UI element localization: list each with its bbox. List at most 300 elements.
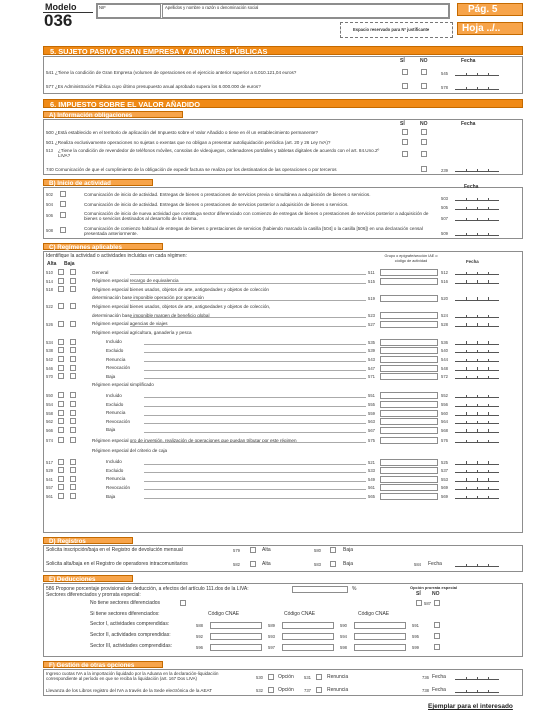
- b-509-code: 509: [441, 231, 448, 236]
- c-baja-check[interactable]: [70, 484, 76, 490]
- c-grupo-input[interactable]: [380, 295, 438, 302]
- c-date-input[interactable]: [455, 467, 499, 473]
- c-row-leader: [144, 489, 366, 490]
- d-582: 582: [233, 562, 240, 567]
- e-cnae-3: Código CNAE: [358, 611, 390, 617]
- nif-label: NIF: [99, 5, 106, 10]
- e-sector-check[interactable]: [434, 644, 440, 650]
- c-simp-title: Régimen especial simplificado: [92, 381, 154, 387]
- c-date-input[interactable]: [455, 427, 499, 433]
- c-alta-check[interactable]: [58, 437, 64, 443]
- c-right-code: 528: [441, 321, 448, 327]
- c-date-input[interactable]: [455, 356, 499, 362]
- c-grupo-input[interactable]: [380, 467, 438, 474]
- c-row-label: Régimen especial agencias de viajes: [92, 321, 168, 327]
- d-row-1: Solicita inscripción/baja en el Registro de devolución mensual: [46, 547, 183, 553]
- c-mid-code: 533: [368, 468, 375, 474]
- c-baja-check[interactable]: [70, 278, 76, 284]
- f-737: 737: [304, 688, 311, 693]
- c-row-leader: [130, 317, 366, 318]
- a-740-check[interactable]: [421, 166, 427, 172]
- c-baja-check[interactable]: [70, 321, 76, 327]
- e-sector-label: Sector II, actividades comprendidas:: [90, 632, 171, 638]
- c-left-code: 514: [46, 278, 53, 284]
- c-baja-check[interactable]: [70, 476, 76, 482]
- sub-c-bar: [43, 243, 163, 250]
- b-503-date[interactable]: [455, 195, 499, 201]
- c-grupo-input[interactable]: [380, 321, 438, 328]
- c-alta-check[interactable]: [58, 476, 64, 482]
- d-baja-1: Baja: [343, 547, 354, 553]
- c-right-code: 564: [441, 419, 448, 425]
- c-mid-code: 549: [368, 476, 375, 482]
- c-baja-check[interactable]: [70, 493, 76, 499]
- c-row-label: Régimen especial bienes usados, objetos de arte, antigüedades y objetos de colección: [92, 286, 269, 292]
- c-row-leader: [144, 481, 366, 482]
- c-baja-check[interactable]: [70, 427, 76, 433]
- c-alta-check[interactable]: [58, 418, 64, 424]
- c-baja-check[interactable]: [70, 373, 76, 379]
- c-date-input[interactable]: [455, 365, 499, 371]
- c-grupo-input[interactable]: [380, 347, 438, 354]
- c-date-input[interactable]: [455, 347, 499, 353]
- e-cnae-input-1[interactable]: [210, 644, 262, 651]
- c-grupo-input[interactable]: [380, 418, 438, 425]
- c-alta-check[interactable]: [58, 373, 64, 379]
- d-584-date[interactable]: [455, 561, 499, 567]
- c-right-code: 516: [441, 278, 448, 284]
- c-grupo: Grupo o epígrafe/sección IAE o código de actividad: [384, 254, 438, 263]
- c-date-input[interactable]: [455, 373, 499, 379]
- c-mid-code: 543: [368, 357, 375, 362]
- c-date-input[interactable]: [455, 269, 499, 275]
- c-row-leader: [144, 423, 366, 424]
- e-cnae-input-2[interactable]: [282, 644, 334, 651]
- nif-field[interactable]: [97, 4, 161, 18]
- b-row-508: Comunicación de comienzo habitual de entregas de bienes o prestaciones de servicios (habiendo marcado la casilla [504] o la casilla [506]) en una declaración censal presentada anteriormente.: [84, 226, 423, 237]
- c-mid-code: 571: [368, 374, 375, 380]
- c-grupo-input[interactable]: [380, 339, 438, 346]
- c-alta-check[interactable]: [58, 278, 64, 284]
- c-alta-check[interactable]: [58, 410, 64, 416]
- c-mid-code: 575: [368, 438, 375, 444]
- b-502-check[interactable]: [60, 191, 66, 197]
- s5-r2-date[interactable]: [455, 84, 499, 90]
- col-si-a: SÍ: [400, 121, 405, 127]
- c-mid-code: 563: [368, 419, 375, 425]
- e-cnae-input-3[interactable]: [354, 633, 406, 640]
- c-row-label: Revocación: [106, 365, 131, 371]
- c-row-label: Incluido: [106, 339, 122, 345]
- a-513-si[interactable]: [402, 151, 408, 157]
- f-530-check[interactable]: [268, 674, 274, 680]
- c-caja-title: Régimen especial del criterio de caja: [92, 448, 168, 453]
- f-530: 530: [256, 675, 263, 680]
- c-mid-code: 551: [368, 393, 375, 399]
- c-left-code: 518: [46, 287, 53, 293]
- s5-r1-si[interactable]: [402, 69, 408, 75]
- d-584: 584: [414, 562, 421, 567]
- c-grupo-input[interactable]: [380, 373, 438, 380]
- c-grupo-input[interactable]: [380, 401, 438, 408]
- e-cnae-input-1[interactable]: [210, 622, 262, 629]
- f-531-check[interactable]: [316, 674, 322, 680]
- c-right-code: 520: [441, 295, 448, 301]
- s5-r1-date[interactable]: [455, 70, 499, 76]
- c-left-code: 558: [46, 410, 53, 416]
- d-583-check[interactable]: [330, 561, 336, 567]
- modelo-label: Modelo: [45, 2, 77, 12]
- e-sector-label: Sector III, actividades comprendidas:: [90, 643, 172, 649]
- d-row-2: Solicita alta/baja en el Registro de operadores intracomunitarios: [46, 561, 188, 567]
- s5-r2-no[interactable]: [421, 83, 427, 89]
- f-row-1: Ingreso cuotas IVA a la importación liquidado por la Aduana en la declaración-liquidación correspondiente al período en que se reciba la liquidación (art. 167 Dos LIVA): [46, 671, 219, 681]
- a-500-si[interactable]: [402, 129, 408, 135]
- e-code-c: 590: [340, 623, 347, 628]
- f-532-check[interactable]: [268, 687, 274, 693]
- c-row-label: Incluido: [106, 392, 122, 398]
- c-row-label: Renuncia: [106, 356, 126, 362]
- b-row-504: Comunicación de inicio de actividad. Entregas de bienes o prestaciones de servicios posterior a adquisición de bienes o servicios.: [84, 202, 349, 207]
- c-row-leader: [130, 300, 366, 301]
- c-grupo-input[interactable]: [380, 410, 438, 417]
- s5-r1-no[interactable]: [421, 69, 427, 75]
- c-right-code: 572: [441, 374, 448, 380]
- c-grupo-input[interactable]: [380, 356, 438, 363]
- c-grupo-input[interactable]: [380, 269, 438, 276]
- c-alta-check[interactable]: [58, 339, 64, 345]
- e-no: NO: [432, 591, 440, 597]
- sub-a-title: A) Información obligaciones: [49, 112, 133, 119]
- e-code-a: 596: [196, 645, 203, 650]
- f-row-2: Llevanza de los Libros registro del IVA a través de la Sede electrónica de la AEAT: [46, 688, 213, 693]
- col-fecha-c: Fecha: [466, 259, 479, 264]
- modelo-number: 036: [44, 11, 73, 30]
- c-mid-code: 561: [368, 485, 375, 491]
- c-row-label: Renuncia: [106, 410, 126, 416]
- c-alta-check[interactable]: [58, 303, 64, 309]
- d-alta-2: Alta: [262, 561, 271, 567]
- c-row-label: Incluido: [106, 459, 122, 465]
- c-date-input[interactable]: [455, 484, 499, 490]
- e-code-d: 595: [412, 634, 419, 639]
- c-row-leader: [144, 432, 366, 433]
- a-row-500: 500 ¿Está establecido en el territorio de aplicación del Impuesto sobre el Valor Añadido o tiene en él un establecimiento permanente?: [46, 130, 318, 135]
- e-code-a: 588: [196, 623, 203, 628]
- c-alta-check[interactable]: [58, 321, 64, 327]
- c-alta-check[interactable]: [58, 347, 64, 353]
- e-587: 587: [424, 601, 431, 606]
- c-date-input[interactable]: [455, 295, 499, 301]
- c-row-leader: [130, 283, 366, 284]
- c-right-code: 548: [441, 365, 448, 371]
- c-right-code: 536: [441, 339, 448, 345]
- e-cnae-input-2[interactable]: [282, 633, 334, 640]
- sheet-label: Hoja ../..: [462, 23, 501, 34]
- c-baja-check[interactable]: [70, 410, 76, 416]
- s5-r2-si[interactable]: [402, 83, 408, 89]
- header-line: [43, 12, 93, 13]
- b-507-date[interactable]: [455, 215, 499, 221]
- c-date-input[interactable]: [455, 401, 499, 407]
- c-right-code: 553: [441, 476, 448, 482]
- c-right-code: 524: [441, 313, 448, 318]
- c-grupo-input[interactable]: [380, 392, 438, 399]
- c-alta-check[interactable]: [58, 484, 64, 490]
- e-sector-check[interactable]: [434, 633, 440, 639]
- e-si: SÍ: [416, 591, 421, 597]
- sub-f-title: F) Gestión de otras opciones: [49, 662, 135, 669]
- section-5-title: 5. SUJETO PASIVO GRAN EMPRESA Y ADMONES. PÚBLICAS: [50, 47, 268, 56]
- c-left-code: 574: [46, 438, 53, 444]
- c-row-label: General: [92, 269, 109, 275]
- c-row-leader: [144, 370, 366, 371]
- c-baja-check[interactable]: [70, 459, 76, 465]
- section-6-title: 6. IMPUESTO SOBRE EL VALOR AÑADIDO: [50, 100, 201, 109]
- c-grupo-input[interactable]: [380, 365, 438, 372]
- c-alta-check[interactable]: [58, 365, 64, 371]
- c-date-input[interactable]: [455, 392, 499, 398]
- e-code-b: 589: [268, 623, 275, 628]
- s5-r1-code: 545: [441, 71, 448, 76]
- c-row-leader: [144, 406, 366, 407]
- a-501-no[interactable]: [421, 139, 427, 145]
- sub-e-title: E) Deducciones: [49, 576, 96, 583]
- c-mid-code: 547: [368, 365, 375, 371]
- c-alta-check[interactable]: [58, 356, 64, 362]
- a-500-no[interactable]: [421, 129, 427, 135]
- f-736-date[interactable]: [455, 674, 499, 680]
- c-row-label: Revocación: [106, 418, 131, 424]
- a-513-code: 513: [46, 148, 53, 153]
- reserved-label: Espacio reservado para Nº justificante: [353, 27, 430, 32]
- f-fecha-2: Fecha: [432, 687, 446, 693]
- section-5-bar: [43, 46, 523, 55]
- e-cnae-input-3[interactable]: [354, 644, 406, 651]
- c-grupo-input[interactable]: [380, 437, 438, 444]
- c-row-leader: [130, 274, 366, 275]
- e-cnae-1: Código CNAE: [208, 611, 240, 617]
- e-586-input[interactable]: [292, 586, 348, 593]
- sub-b-bar: [43, 179, 153, 186]
- e-line-2: Sectores diferenciados y prorrata especial:: [46, 592, 141, 598]
- sub-b-title: B) Inicio de actividad: [49, 180, 111, 187]
- e-code-d: 591: [412, 623, 419, 628]
- c-mid-code: 555: [368, 402, 375, 407]
- c-grupo-input[interactable]: [380, 476, 438, 483]
- e-cnae-input-1[interactable]: [210, 633, 262, 640]
- b-row-502: Comunicación de inicio de actividad. Entregas de bienes o prestaciones de servicios previa o simultánea a adquisición de bienes o servicios.: [84, 192, 371, 197]
- d-583: 583: [314, 562, 321, 567]
- c-row-leader: [144, 464, 366, 465]
- d-579-check[interactable]: [250, 547, 256, 553]
- c-mid-code: 559: [368, 410, 375, 416]
- f-737-check[interactable]: [316, 687, 322, 693]
- c-baja-check[interactable]: [70, 339, 76, 345]
- f-738: 738: [422, 688, 429, 693]
- c-intro: Identifique la actividad o actividades incluidas en cada régimen:: [46, 253, 187, 259]
- c-row-leader: [130, 442, 366, 443]
- e-code-a: 592: [196, 634, 203, 639]
- b-505-date[interactable]: [455, 204, 499, 210]
- b-509-date[interactable]: [455, 230, 499, 236]
- c-date-input[interactable]: [455, 476, 499, 482]
- c-right-code: 556: [441, 402, 448, 407]
- d-582-check[interactable]: [250, 561, 256, 567]
- c-grupo-input[interactable]: [380, 459, 438, 466]
- c-left-code: 557: [46, 485, 53, 491]
- f-736: 736: [422, 675, 429, 680]
- c-date-input[interactable]: [455, 437, 499, 443]
- c-mid-code: 527: [368, 321, 375, 327]
- col-si-s5: SÍ: [400, 58, 405, 64]
- a-740-date[interactable]: [455, 166, 499, 172]
- c-date-input[interactable]: [455, 418, 499, 424]
- e-587-no[interactable]: [434, 600, 440, 606]
- c-right-code: 540: [441, 348, 448, 354]
- c-grupo-input[interactable]: [380, 312, 438, 319]
- c-baja-check[interactable]: [70, 356, 76, 362]
- c-row-leader: [144, 361, 366, 362]
- c-mid-code: 511: [368, 270, 375, 275]
- c-date-input[interactable]: [455, 410, 499, 416]
- d-580: 580: [314, 548, 321, 553]
- e-587-si[interactable]: [416, 600, 422, 606]
- c-row-label: Excluido: [106, 347, 124, 353]
- c-row-leader: [144, 415, 366, 416]
- c-baja-check[interactable]: [70, 365, 76, 371]
- c-date-input[interactable]: [455, 339, 499, 345]
- c-right-code: 568: [441, 427, 448, 433]
- c-baja-check[interactable]: [70, 437, 76, 443]
- c-right-code: 569: [441, 494, 448, 499]
- e-sector-check[interactable]: [434, 622, 440, 628]
- c-alta-check[interactable]: [58, 401, 64, 407]
- e-opcion: Opción prorrata especial: [410, 585, 458, 590]
- c-right-code: 512: [441, 270, 448, 275]
- c-left-code: 561: [46, 494, 53, 499]
- e-cnae-input-2[interactable]: [282, 622, 334, 629]
- c-alta-check[interactable]: [58, 467, 64, 473]
- c-grupo-input[interactable]: [380, 427, 438, 434]
- f-op-1: Opción: [278, 674, 294, 680]
- c-alta-check[interactable]: [58, 269, 64, 275]
- c-alta-check[interactable]: [58, 459, 64, 465]
- e-si-tiene: Si tiene sectores diferenciados:: [90, 611, 160, 617]
- col-no-s5: NO: [420, 58, 428, 64]
- c-mid-code: 539: [368, 348, 375, 354]
- b-508-check[interactable]: [60, 227, 66, 233]
- c-baja-check[interactable]: [70, 286, 76, 292]
- c-row-label: Baja: [106, 427, 116, 433]
- c-baja: Baja: [64, 261, 75, 267]
- c-grupo-input[interactable]: [380, 484, 438, 491]
- e-code-d: 599: [412, 645, 419, 650]
- c-mid-code: 567: [368, 427, 375, 433]
- e-line-1: 586 Propone porcentaje provisional de deducción, a efectos del artículo 111.dos de la LIVA:: [46, 586, 249, 592]
- c-alta-check[interactable]: [58, 392, 64, 398]
- c-right-code: 537: [441, 468, 448, 474]
- c-baja-check[interactable]: [70, 303, 76, 309]
- c-baja-check[interactable]: [70, 392, 76, 398]
- e-cnae-2: Código CNAE: [284, 611, 316, 617]
- b-503-code: 503: [441, 196, 448, 201]
- e-cnae-input-3[interactable]: [354, 622, 406, 629]
- c-left-code: 546: [46, 365, 53, 371]
- sub-d-title: D) Registros: [49, 538, 86, 545]
- c-date-input[interactable]: [455, 278, 499, 284]
- c-baja-check[interactable]: [70, 467, 76, 473]
- d-580-check[interactable]: [330, 547, 336, 553]
- s5-row-2: 577 ¿Es Administración Pública cuyo último presupuesto anual aprobado supera los 6.000.000 de euros?: [46, 84, 261, 89]
- c-row-label: Baja: [106, 373, 116, 379]
- c-row-label: determinación base imponible margen de beneficio global: [92, 312, 210, 318]
- c-grupo-input[interactable]: [380, 278, 438, 285]
- c-baja-check[interactable]: [70, 418, 76, 424]
- b-506-check[interactable]: [60, 212, 66, 218]
- footer-copy: Ejemplar para el interesado: [428, 703, 513, 710]
- c-left-code: 554: [46, 402, 53, 407]
- s5-r2-code: 578: [441, 85, 448, 90]
- b-505-code: 505: [441, 205, 448, 210]
- f-738-date[interactable]: [455, 687, 499, 693]
- c-row-leader: [144, 472, 366, 473]
- c-alta-check[interactable]: [58, 286, 64, 292]
- c-mid-code: 535: [368, 339, 375, 345]
- b-502-code: 502: [46, 192, 53, 197]
- col-fecha-s5: Fecha: [461, 58, 476, 64]
- b-508-code: 508: [46, 228, 53, 233]
- c-right-code: 552: [441, 393, 448, 399]
- s5-row-1: 541 ¿Tiene la condición de Gran Empresa (volumen de operaciones en el ejercicio anterior superior a 6.010.121,04 euros?: [46, 70, 297, 75]
- c-grupo-input[interactable]: [380, 493, 438, 500]
- b-504-check[interactable]: [60, 201, 66, 207]
- e-none-check[interactable]: [180, 600, 186, 606]
- c-date-input[interactable]: [455, 312, 499, 318]
- c-alta-check[interactable]: [58, 493, 64, 499]
- sub-f-bar: [43, 661, 163, 668]
- e-code-c: 594: [340, 634, 347, 639]
- c-right-code: 544: [441, 357, 448, 362]
- c-left-code: 510: [46, 270, 53, 275]
- c-baja-check[interactable]: [70, 269, 76, 275]
- a-513-no[interactable]: [421, 151, 427, 157]
- c-left-code: 529: [46, 468, 53, 474]
- d-fecha: Fecha: [428, 561, 442, 567]
- a-501-si[interactable]: [402, 139, 408, 145]
- c-row-leader: [130, 326, 366, 327]
- page-label: Pág. 5: [468, 4, 498, 15]
- c-date-input[interactable]: [455, 459, 499, 465]
- c-alta-check[interactable]: [58, 427, 64, 433]
- sub-a-bar: [43, 111, 183, 118]
- d-579: 579: [233, 548, 240, 553]
- e-code-b: 597: [268, 645, 275, 650]
- c-date-input[interactable]: [455, 321, 499, 327]
- c-date-input[interactable]: [455, 493, 499, 499]
- c-left-code: 522: [46, 304, 53, 310]
- c-baja-check[interactable]: [70, 347, 76, 353]
- sub-e-bar: [43, 575, 133, 582]
- c-baja-check[interactable]: [70, 401, 76, 407]
- c-left-code: 526: [46, 321, 53, 327]
- c-mid-code: 515: [368, 278, 375, 284]
- c-left-code: 570: [46, 374, 53, 380]
- col-fecha-a: Fecha: [461, 121, 476, 127]
- e-code-b: 593: [268, 634, 275, 639]
- e-code-c: 598: [340, 645, 347, 650]
- c-row-leader: [144, 378, 366, 379]
